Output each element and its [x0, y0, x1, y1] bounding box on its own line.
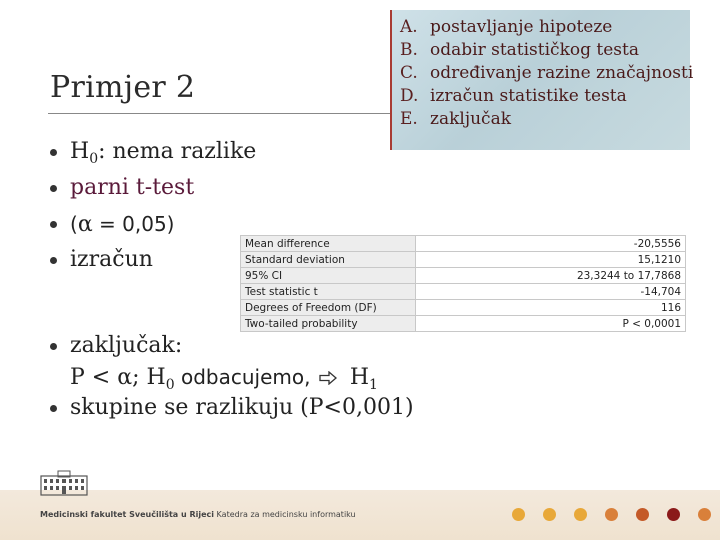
bullet-text: = 0,05) — [92, 212, 175, 236]
bullet-hypothesis — [48, 134, 256, 170]
table-row — [241, 268, 686, 284]
steps-box — [390, 10, 694, 150]
bullet-dot — [50, 257, 57, 264]
conclusion-detail — [48, 362, 414, 392]
bullet-groups-differ — [48, 392, 414, 424]
bullet-dot — [50, 149, 57, 156]
row-label: Two-tailed probability — [241, 316, 416, 332]
table-row — [241, 236, 686, 252]
p-text: P < — [70, 365, 118, 390]
table-row — [241, 300, 686, 316]
step-text: postavljanje hipoteze — [430, 17, 613, 37]
row-value: 23,3244 to 17,7868 — [416, 268, 686, 284]
department-name: Katedra za medicinsku informatiku — [214, 510, 356, 519]
row-label: Standard deviation — [241, 252, 416, 268]
faculty-building-logo — [40, 470, 88, 496]
step-letter: B. — [400, 40, 418, 60]
row-value: 116 — [416, 300, 686, 316]
step-text: izračun statistike testa — [430, 86, 627, 106]
footer-dot — [605, 508, 618, 521]
step-d — [400, 85, 690, 108]
title-divider — [48, 113, 400, 114]
bullet-alpha — [48, 206, 256, 242]
right-arrow-icon — [319, 371, 337, 385]
step-text: određivanje razine značajnosti — [430, 63, 694, 83]
step-c — [400, 62, 694, 85]
row-value: P < 0,0001 — [416, 316, 686, 332]
step-letter: E. — [400, 109, 418, 129]
footer-dot — [636, 508, 649, 521]
row-label: 95% CI — [241, 268, 416, 284]
bullet-text: : nema razlike — [98, 139, 257, 164]
bullet-dot — [50, 405, 57, 412]
row-value: -14,704 — [416, 284, 686, 300]
step-text: odabir statističkog testa — [430, 40, 639, 60]
subscript: 0 — [165, 377, 175, 393]
row-value: -20,5556 — [416, 236, 686, 252]
step-letter: C. — [400, 63, 418, 83]
table-row — [241, 252, 686, 268]
step-e — [400, 108, 690, 131]
h-symbol: H — [70, 139, 90, 164]
step-letter: A. — [400, 17, 418, 37]
row-label: Mean difference — [241, 236, 416, 252]
bullet-list-bottom — [48, 330, 414, 424]
step-a — [400, 16, 690, 39]
faculty-name: Medicinski fakultet Sveučilišta u Rijeci — [40, 510, 215, 519]
bullet-calc — [48, 242, 256, 278]
footer-dot — [543, 508, 556, 521]
step-b — [400, 39, 690, 62]
step-letter: D. — [400, 86, 419, 106]
alpha-symbol: α — [77, 212, 93, 237]
subscript: 1 — [369, 377, 378, 393]
bullet-dot — [50, 221, 57, 228]
row-label: Test statistic t — [241, 284, 416, 300]
bullet-text: izračun — [70, 247, 153, 272]
bullet-list-top — [48, 134, 256, 278]
paren: ( — [70, 212, 78, 236]
table-row — [241, 284, 686, 300]
bullet-text: skupine se razlikuju (P<0,001) — [70, 395, 414, 420]
reject-text: odbacujemo, — [174, 365, 317, 389]
footer-dot — [512, 508, 525, 521]
row-value: 15,1210 — [416, 252, 686, 268]
bullet-text: zaključak: — [70, 333, 183, 358]
step-text: zaključak — [430, 109, 512, 129]
slide-title: Primjer 2 — [50, 70, 196, 105]
row-label: Degrees of Freedom (DF) — [241, 300, 416, 316]
footer-dot — [667, 508, 680, 521]
subscript: 0 — [89, 151, 99, 167]
bullet-conclusion — [48, 330, 414, 362]
footer-dot — [698, 508, 711, 521]
bullet-dot — [50, 185, 57, 192]
h-symbol: ; H — [132, 365, 166, 390]
bullet-text: parni t-test — [70, 175, 195, 200]
footer-text — [40, 510, 356, 519]
alpha-symbol: α — [117, 365, 133, 390]
bullet-dot — [50, 343, 57, 350]
footer-dot — [574, 508, 587, 521]
h-symbol: H — [342, 365, 370, 390]
bullet-test — [48, 170, 256, 206]
stats-table — [240, 235, 686, 332]
